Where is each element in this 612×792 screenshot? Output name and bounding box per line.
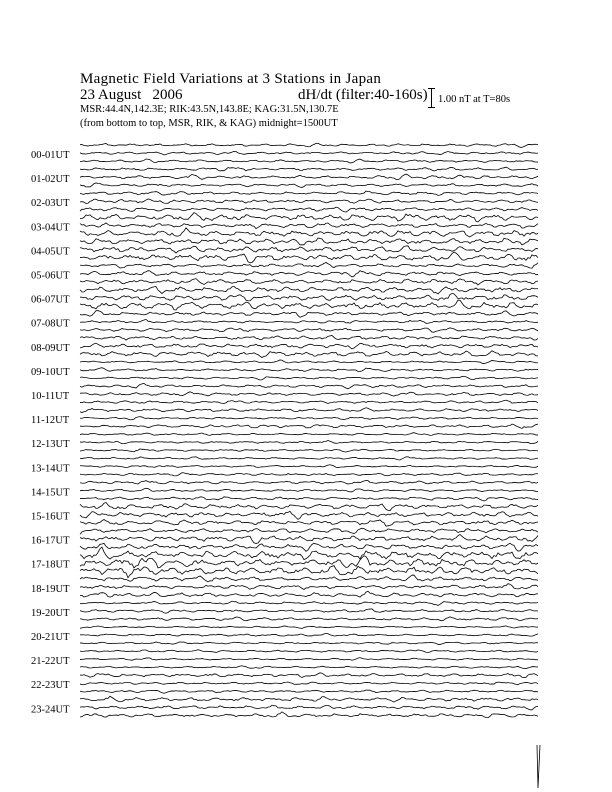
hour-label: 00-01UT [31, 150, 70, 161]
trace-12-13UT-msr [80, 449, 538, 452]
trace-05-06UT-msr [80, 279, 538, 285]
trace-02-03UT-rik [80, 199, 538, 204]
station-order-note: (from bottom to top, MSR, RIK, & KAG) midnight=1500UT [80, 118, 338, 129]
chart-date: 23 August 2006 [80, 87, 183, 103]
trace-15-16UT-rik [80, 511, 538, 519]
trace-14-15UT-kag [80, 481, 538, 485]
trace-19-20UT-msr [80, 617, 538, 621]
trace-06-07UT-msr [80, 300, 538, 310]
trace-11-12UT-rik [80, 417, 538, 420]
trace-23-24UT-msr [80, 712, 538, 718]
trace-04-05UT-msr [80, 252, 538, 263]
trace-15-16UT-msr [80, 519, 538, 526]
hour-label: 17-18UT [31, 559, 70, 571]
trace-09-10UT-kag [80, 360, 538, 364]
trace-02-03UT-kag [80, 191, 538, 195]
hour-label: 22-23UT [31, 680, 70, 692]
hour-label: 06-07UT [31, 294, 70, 306]
trace-16-17UT-rik [80, 534, 538, 543]
trace-06-07UT-rik [80, 294, 538, 301]
trace-07-08UT-rik [80, 319, 538, 323]
hour-label: 14-15UT [31, 487, 70, 499]
trace-07-08UT-kag [80, 311, 538, 318]
trace-09-10UT-rik [80, 368, 538, 372]
trace-17-18UT-rik [80, 556, 538, 568]
trace-10-11UT-kag [80, 383, 538, 388]
trace-01-02UT-rik [80, 174, 538, 180]
trace-10-11UT-msr [80, 400, 538, 403]
trace-12-13UT-kag [80, 433, 538, 436]
trace-18-19UT-msr [80, 591, 538, 597]
trace-11-12UT-msr [80, 424, 538, 428]
hour-label: 07-08UT [31, 318, 70, 330]
trace-22-23UT-kag [80, 673, 538, 678]
trace-14-15UT-msr [80, 497, 538, 501]
hour-label: 12-13UT [31, 439, 70, 451]
trace-16-17UT-msr [80, 543, 538, 551]
trace-22-23UT-rik [80, 682, 538, 685]
trace-16-17UT-kag [80, 528, 538, 534]
chart-filter-subtitle: dH/dt (filter:40-160s) [298, 87, 428, 103]
trace-01-02UT-kag [80, 167, 538, 171]
hour-label: 16-17UT [31, 535, 70, 547]
hour-label: 10-11UT [31, 391, 70, 402]
trace-02-03UT-msr [80, 207, 538, 212]
trace-05-06UT-rik [80, 271, 538, 277]
hour-label: 23-24UT [31, 704, 70, 716]
trace-21-22UT-rik [80, 658, 538, 661]
trace-11-12UT-kag [80, 408, 538, 413]
station-coordinates: MSR:44.4N,142.3E; RIK:43.5N,143.8E; KAG:31.5N,130.7E [80, 104, 339, 115]
trace-18-19UT-rik [80, 584, 538, 590]
hour-label: 20-21UT [31, 632, 70, 643]
chart-title: Magnetic Field Variations at 3 Stations in Japan [80, 71, 382, 87]
trace-21-22UT-msr [80, 666, 538, 669]
trace-21-22UT-kag [80, 650, 538, 653]
trace-08-09UT-msr [80, 351, 538, 358]
trace-23-24UT-rik [80, 705, 538, 710]
trace-13-14UT-rik [80, 465, 538, 468]
hour-label: 05-06UT [31, 270, 70, 282]
trace-20-21UT-rik [80, 634, 538, 637]
hour-label: 21-22UT [31, 656, 70, 668]
trace-18-19UT-kag [80, 575, 538, 582]
trace-03-04UT-kag [80, 213, 538, 222]
trace-10-11UT-rik [80, 392, 538, 396]
hour-label: 18-19UT [31, 583, 70, 595]
hour-label: 19-20UT [31, 607, 70, 619]
trace-20-21UT-kag [80, 626, 538, 629]
scale-label: 1.00 nT at T=80s [438, 94, 511, 105]
trace-14-15UT-rik [80, 488, 538, 492]
trace-13-14UT-msr [80, 473, 538, 476]
hour-label: 01-02UT [31, 174, 70, 186]
trace-08-09UT-rik [80, 343, 538, 349]
trace-23-24UT-kag [80, 696, 538, 702]
trace-15-16UT-kag [80, 502, 538, 510]
trace-17-18UT-msr [80, 566, 538, 578]
trace-20-21UT-msr [80, 642, 538, 645]
hour-label: 15-16UT [31, 511, 70, 523]
trace-end-spike [537, 745, 540, 788]
trace-00-01UT-kag [80, 143, 538, 147]
trace-07-08UT-msr [80, 328, 538, 332]
trace-09-10UT-msr [80, 376, 538, 380]
trace-22-23UT-msr [80, 690, 538, 693]
hour-label: 02-03UT [31, 198, 70, 210]
trace-00-01UT-msr [80, 159, 538, 163]
hour-label: 11-12UT [31, 415, 70, 427]
trace-08-09UT-kag [80, 335, 538, 340]
trace-04-05UT-rik [80, 246, 538, 253]
trace-13-14UT-kag [80, 457, 538, 460]
trace-19-20UT-kag [80, 601, 538, 605]
hour-label: 03-04UT [31, 222, 70, 234]
trace-01-02UT-msr [80, 183, 538, 187]
trace-00-01UT-rik [80, 151, 538, 155]
trace-19-20UT-rik [80, 609, 538, 613]
hour-label: 08-09UT [31, 342, 70, 354]
hour-label: 04-05UT [31, 246, 70, 258]
trace-05-06UT-kag [80, 263, 538, 269]
trace-03-04UT-rik [80, 223, 538, 229]
trace-03-04UT-msr [80, 228, 538, 237]
hour-label: 13-14UT [31, 463, 70, 475]
hour-label: 09-10UT [31, 366, 70, 378]
trace-06-07UT-kag [80, 286, 538, 294]
trace-12-13UT-rik [80, 440, 538, 443]
trace-04-05UT-kag [80, 238, 538, 245]
